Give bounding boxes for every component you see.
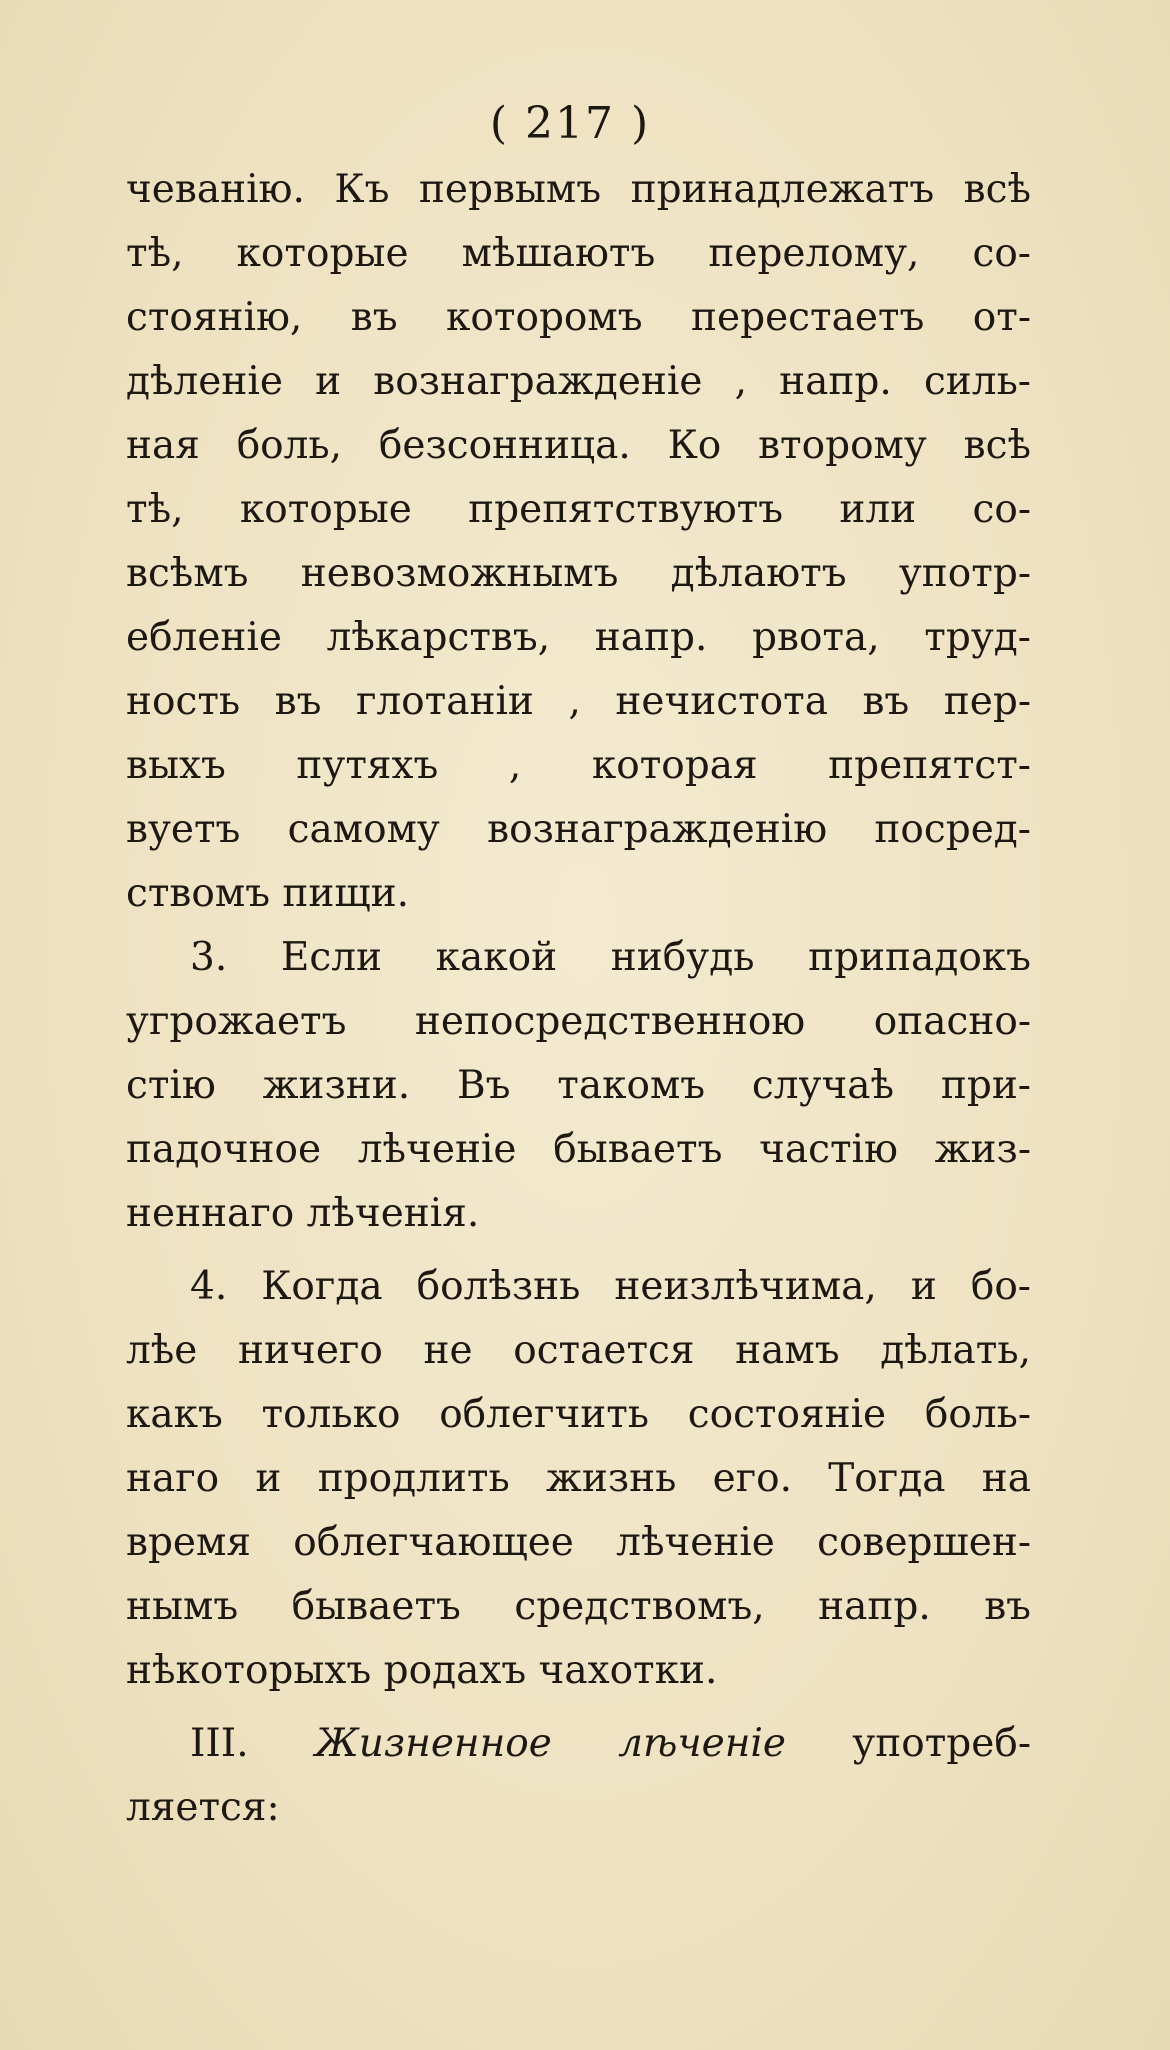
text-line: падочное лѣченіе бываетъ частію жиз- xyxy=(126,1127,1031,1172)
paragraph-1 xyxy=(126,158,1031,926)
text-line: выхъ путяхъ , которая препятст- xyxy=(126,743,1031,788)
paragraph-item-4 xyxy=(126,1255,1031,1703)
text-line: стію жизни. Въ такомъ случаѣ при- xyxy=(126,1063,1031,1108)
text-line: 4. Когда болѣзнь неизлѣчима, и бо- xyxy=(190,1264,1031,1309)
section-heading-III xyxy=(126,1712,1031,1840)
text-line: нѣкоторыхъ родахъ чахотки. xyxy=(126,1648,718,1693)
page-number: ( 217 ) xyxy=(489,98,651,149)
italic-term: Жизненное лѣченіе xyxy=(314,1721,786,1766)
text-line: наго и продлить жизнь его. Тогда на xyxy=(126,1456,1031,1501)
text-line: время облегчающее лѣченіе совершен- xyxy=(126,1520,1031,1565)
text-line: всѣмъ невозможнымъ дѣлаютъ употр- xyxy=(126,551,1031,596)
text-line: нымъ бываетъ средствомъ, напр. въ xyxy=(126,1584,1031,1629)
text-line: угрожаетъ непосредственною опасно- xyxy=(126,999,1031,1044)
text-line: неннаго лѣченія. xyxy=(126,1191,480,1236)
text-line: чеванію. Къ первымъ принадлежатъ всѣ xyxy=(126,167,1031,212)
text-line: 3. Если какой нибудь припадокъ xyxy=(190,935,1031,980)
text-line: тѣ, которые мѣшаютъ перелому, со- xyxy=(126,231,1031,276)
text-line: какъ только облегчить состояніе боль- xyxy=(126,1392,1031,1437)
section-numeral: III. xyxy=(190,1721,249,1766)
text-line: ная боль, безсонница. Ко второму всѣ xyxy=(126,423,1031,468)
text-line: лѣе ничего не остается намъ дѣлать, xyxy=(126,1328,1031,1373)
text-line: тѣ, которые препятствуютъ или со- xyxy=(126,487,1031,532)
text-line: ствомъ пищи. xyxy=(126,871,410,916)
line-continuation: употреб- xyxy=(852,1721,1031,1766)
text-line xyxy=(126,1712,1031,1776)
text-line: ность въ глотаніи , нечистота въ пер- xyxy=(126,679,1031,724)
text-line: ляется: xyxy=(126,1785,280,1830)
text-line: стоянію, въ которомъ перестаетъ от- xyxy=(126,295,1031,340)
text-line: ебленіе лѣкарствъ, напр. рвота, труд- xyxy=(126,615,1031,660)
text-line: вуетъ самому вознагражденію посред- xyxy=(126,807,1031,852)
text-line: дѣленіе и вознагражденіе , напр. силь- xyxy=(126,359,1031,404)
paragraph-item-3 xyxy=(126,926,1031,1246)
